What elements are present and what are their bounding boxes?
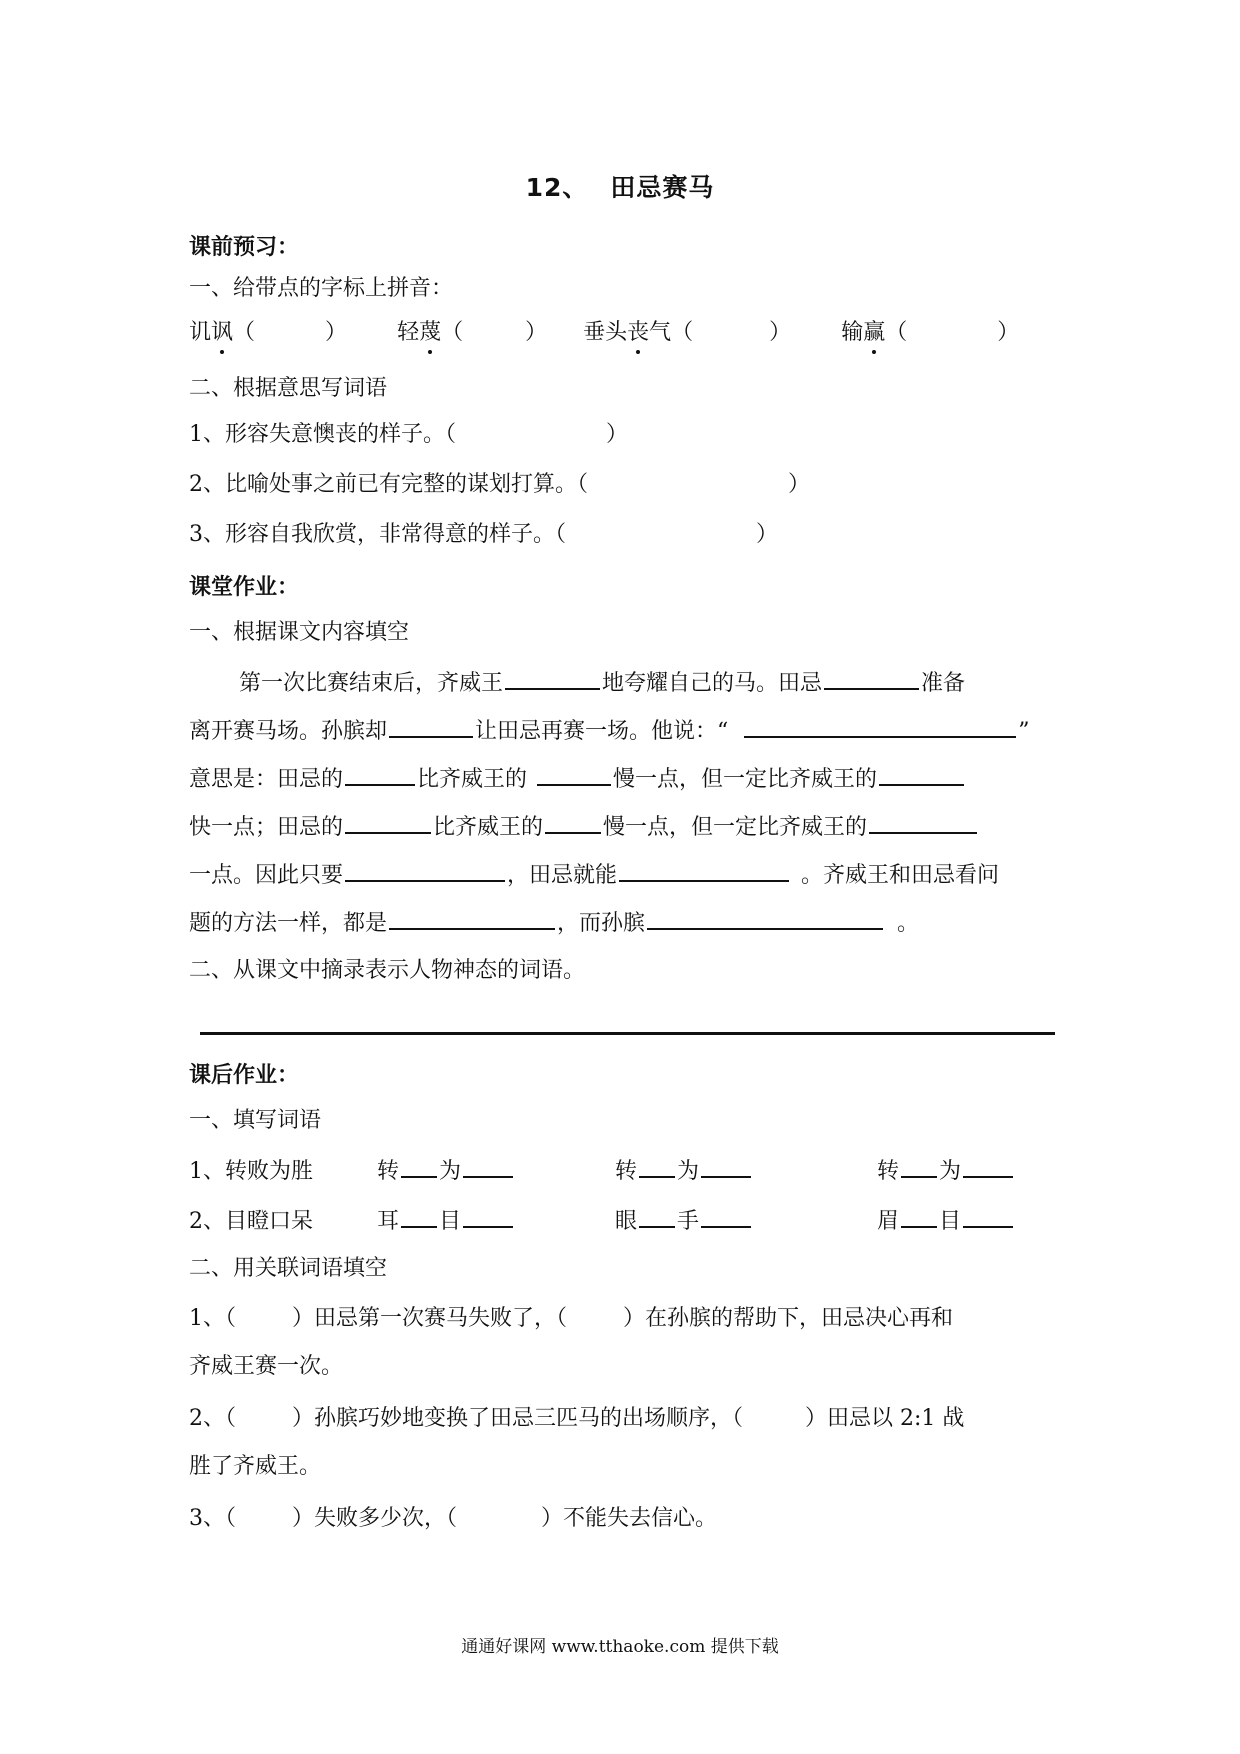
fill-blank[interactable] [345, 810, 431, 834]
fill-blank[interactable] [879, 762, 964, 786]
pinyin-item: 讥讽（ ） [189, 320, 347, 345]
fill-blank[interactable] [869, 810, 977, 834]
fill-blank[interactable] [619, 858, 789, 882]
word-fill-row: 2、目瞪口呆 耳 目 眼 手 眉 目 [189, 1204, 1015, 1237]
preview-q1-prompt: 一、给带点的字标上拼音： [189, 276, 454, 301]
fill-blank[interactable] [401, 1204, 437, 1228]
fill-line: 题的方法一样，都是 ，而孙膑 。 [189, 906, 1054, 939]
fill-blank[interactable] [901, 1204, 937, 1228]
classwork-q1-prompt: 一、根据课文内容填空 [189, 620, 410, 645]
answer-line[interactable] [200, 1032, 1055, 1035]
fill-line: 意思是：田忌的 比齐威王的 慢一点，但一定比齐威王的 [189, 762, 1054, 795]
connective-sentence-cont: 齐威王赛一次。 [189, 1354, 344, 1379]
fill-line: 离开赛马场。孙膑却 让田忌再赛一场。他说：“ ” [189, 714, 1054, 747]
pinyin-item: 垂头丧气（ ） [583, 320, 791, 345]
fill-blank[interactable] [389, 906, 555, 930]
page-title [0, 168, 1240, 204]
pinyin-row [189, 318, 1019, 348]
preview-q2-prompt: 二、根据意思写词语 [189, 376, 388, 401]
fill-blank[interactable] [963, 1154, 1013, 1178]
fill-line: 一点。因此只要 ，田忌就能 。齐威王和田忌看问 [189, 858, 1054, 891]
meaning-item: 2、比喻处事之前已有完整的谋划打算。（ ） [189, 472, 811, 497]
fill-blank[interactable] [401, 1154, 437, 1178]
fill-blank[interactable] [463, 1204, 513, 1228]
fill-blank[interactable] [963, 1204, 1013, 1228]
fill-blank[interactable] [701, 1204, 751, 1228]
lesson-title: 田忌赛马 [610, 173, 715, 202]
section-heading-preview: 课前预习： [189, 235, 300, 260]
footer-credit: 通通好课网 www.tthaoke.com 提供下载 [461, 1637, 779, 1657]
fill-blank[interactable] [744, 714, 1016, 738]
fill-blank[interactable] [647, 906, 883, 930]
section-heading-classwork: 课堂作业： [189, 575, 300, 600]
fill-blank[interactable] [537, 762, 611, 786]
fill-blank[interactable] [345, 762, 415, 786]
fill-blank[interactable] [639, 1204, 675, 1228]
meaning-item: 3、形容自我欣赏，非常得意的样子。（ ） [189, 522, 779, 547]
fill-blank[interactable] [463, 1154, 513, 1178]
classwork-q2-prompt: 二、从课文中摘录表示人物神态的词语。 [189, 958, 586, 983]
fill-blank[interactable] [545, 810, 601, 834]
meaning-item: 1、形容失意懊丧的样子。（ ） [189, 422, 629, 447]
pinyin-item: 轻蔑（ ） [397, 320, 547, 345]
fill-line: 第一次比赛结束后，齐威王 地夸耀自己的马。田忌 准备 [189, 666, 1054, 699]
lesson-number: 12、 [525, 173, 589, 202]
connective-sentence: 1、（ ）田忌第一次赛马失败了，（ ）在孙膑的帮助下，田忌决心再和 [189, 1306, 954, 1331]
homework-q2-prompt: 二、用关联词语填空 [189, 1256, 388, 1281]
section-heading-homework: 课后作业： [189, 1063, 300, 1088]
fill-blank[interactable] [389, 714, 473, 738]
homework-q1-prompt: 一、填写词语 [189, 1108, 322, 1133]
fill-blank[interactable] [701, 1154, 751, 1178]
connective-sentence-cont: 胜了齐威王。 [189, 1454, 322, 1479]
fill-blank[interactable] [345, 858, 505, 882]
fill-blank[interactable] [901, 1154, 937, 1178]
word-fill-row: 1、转败为胜 转 为 转 为 转 为 [189, 1154, 1015, 1187]
connective-sentence: 3、（ ）失败多少次，（ ）不能失去信心。 [189, 1506, 718, 1531]
fill-line: 快一点；田忌的 比齐威王的 慢一点，但一定比齐威王的 [189, 810, 1054, 843]
fill-blank[interactable] [505, 666, 600, 690]
fill-blank[interactable] [639, 1154, 675, 1178]
pinyin-item: 输赢（ ） [841, 320, 1019, 345]
connective-sentence: 2、（ ）孙膑巧妙地变换了田忌三匹马的出场顺序，（ ）田忌以 2:1 战 [189, 1406, 965, 1431]
fill-blank[interactable] [824, 666, 919, 690]
